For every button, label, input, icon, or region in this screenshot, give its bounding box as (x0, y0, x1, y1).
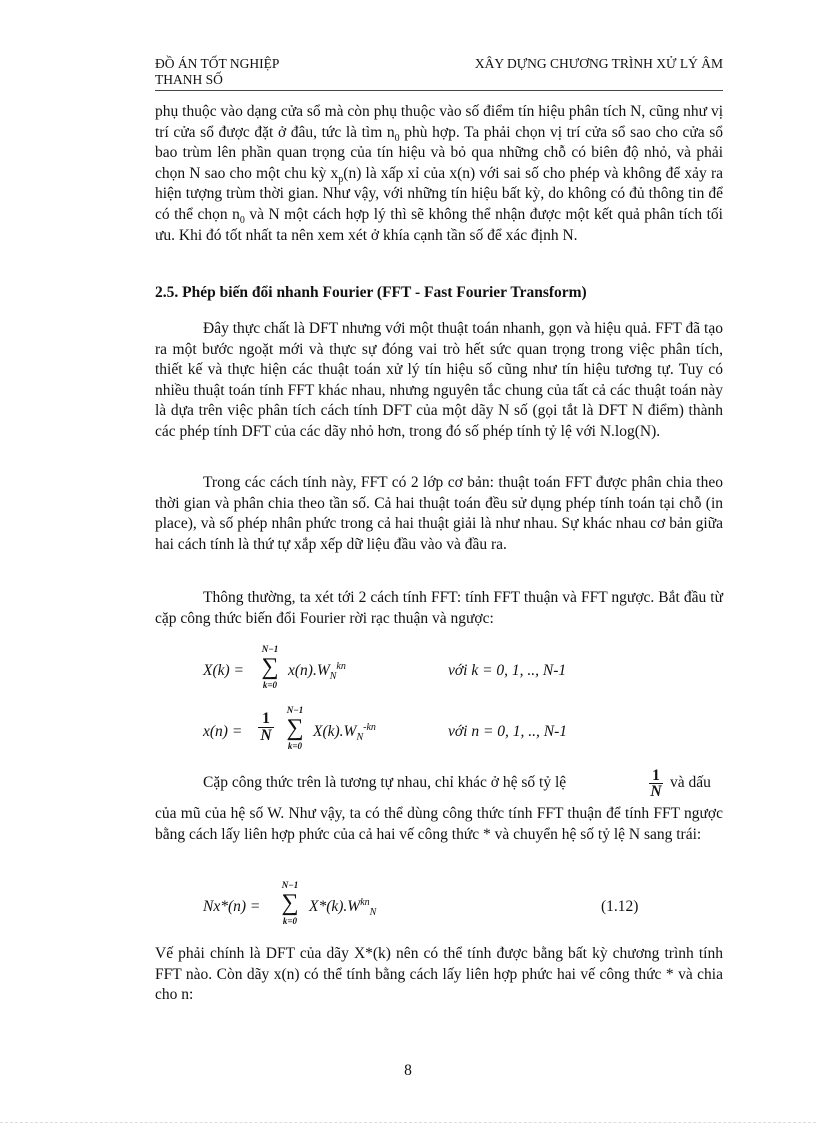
para5-text-b: và dấu (670, 774, 711, 791)
para1-text-d: và N một cách hợp lý thì sẽ không thể nhận được một kết quả phân tích tối ưu. Khi đó tốt nhất ta nên xem xét ở khía cạnh tần số để xác định N. (155, 205, 723, 244)
header-right: XÂY DỰNG CHƯƠNG TRÌNH XỬ LÝ ÂM (474, 56, 723, 71)
paragraph-1 (155, 102, 723, 246)
formula3-body-sub: N (369, 907, 377, 919)
header-left-line1: ĐỒ ÁN TỐT NGHIỆP (155, 56, 280, 71)
formula-dft-forward (203, 644, 623, 700)
para1-sub-b: p (338, 173, 344, 185)
formula2-lhs: x(n) = (203, 723, 243, 740)
para2-text: Đây thực chất là DFT nhưng với một thuật toán nhanh, gọn và hiệu quả. FFT đã tạo ra một bước ngoặt mới và thực sự đóng vai trò hết sức quan trọng trong việc phân tích, thiết kế và thực hiện các thuật toán xử lý tín hiệu số cũng như tín hiệu tương tự. Tuy có nhiều thuật toán tính FFT khác nhau, nhưng nguyên tắc chung của tất cả các thuật toán này là dựa trên việc phân tích cách tính DFT của một dãy N số (gọi tắt là DFT N điểm) thành các phép tính DFT của các dãy nhỏ hơn, trong đó số phép tính tỷ lệ với N.log(N). (155, 320, 723, 440)
summation-icon: N−1 ∑ k=0 (283, 705, 307, 751)
formula2-body-sub: N (356, 732, 364, 744)
formula1-condition: với k = 0, 1, .., N-1 (448, 662, 567, 679)
formula-inverse-via-forward (203, 880, 653, 936)
summation-icon: N−1 ∑ k=0 (258, 644, 282, 690)
formula3-body-text: X*(k).W (309, 898, 361, 915)
header-left-line2: THANH SỐ (155, 72, 223, 87)
formula1-lower-limit: k=0 (262, 680, 278, 690)
formula3-lower-limit: k=0 (282, 916, 298, 926)
para1-text-c: (n) là xấp xỉ của x(n) với sai số cho phép và không để xảy ra hiện tượng trùm thời gian. Như vậy, với những tín hiệu bất kỳ, do không có đủ thông tin để có thể chọn n (155, 164, 723, 223)
para3-text: Trong các cách tính này, FFT có 2 lớp cơ bản: thuật toán FFT được phân chia theo thời gian và phân chia theo tần số. Cả hai thuật toán đều sử dụng phép tính toán tại chỗ (in place), và số phép nhân phức trong cả hai thuật giải là như nhau. Sự khác nhau cơ bản giữa hai cách tính là thứ tự xắp xếp dữ liệu đầu vào và đầu ra. (155, 474, 723, 553)
formula1-body (288, 660, 346, 683)
formula2-body (313, 721, 376, 744)
formula2-body-text: X(k).W (313, 723, 357, 740)
formula2-body-sup: -kn (363, 721, 376, 733)
formula2-fraction-den: N (260, 727, 272, 744)
para1-sub-c: 0 (239, 215, 245, 227)
paragraph-4 (155, 588, 723, 629)
formula2-fraction (258, 711, 274, 744)
formula2-condition: với n = 0, 1, .., N-1 (448, 723, 568, 740)
para5-fraction-den: N (650, 783, 662, 800)
para5-fraction-num: 1 (649, 768, 663, 784)
formula1-body-text: x(n).W (288, 662, 330, 679)
formula-dft-inverse (203, 705, 623, 761)
header-left (155, 56, 279, 88)
paragraph-6 (155, 944, 723, 1006)
para5-text-a: Cặp công thức trên là tương tự nhau, chỉ khác ở hệ số tỷ lệ (203, 774, 567, 791)
formula3-body (309, 896, 377, 919)
paragraph-5-line1 (155, 773, 635, 794)
formula2-upper-limit: N−1 (286, 705, 304, 715)
para1-text-a: phụ thuộc vào dạng cửa sổ mà còn phụ thuộc vào số điểm tín hiệu phân tích N, cũng như vị trí cửa sổ được đặt ở đâu, tức là tìm n (155, 103, 723, 141)
summation-icon: N−1 ∑ k=0 (278, 880, 302, 926)
para5-inline-fraction (649, 768, 663, 799)
page-number: 8 (404, 1062, 412, 1079)
formula2-fraction-num: 1 (258, 711, 274, 728)
formula3-body-sup: kn (360, 896, 370, 908)
paragraph-5-rest (155, 804, 723, 845)
paragraph-3 (155, 473, 723, 555)
formula1-upper-limit: N−1 (261, 644, 279, 654)
paragraph-2 (155, 319, 723, 443)
header-divider (155, 90, 723, 91)
formula1-body-sup: kn (336, 660, 346, 672)
equation-number: (1.12) (601, 898, 639, 915)
formula2-lower-limit: k=0 (287, 741, 303, 751)
formula1-body-sub: N (329, 671, 337, 683)
formula3-upper-limit: N−1 (281, 880, 299, 890)
section-heading: 2.5. Phép biến đổi nhanh Fourier (FFT - Fast Fourier Transform) (155, 284, 587, 301)
para6-text: Vế phải chính là DFT của dãy X*(k) nên có thể tính được bằng bất kỳ chương trình tính FFT nào. Còn dãy x(n) có thể tính bằng cách lấy liên hợp phức hai vế công thức * và chia cho n: (155, 945, 723, 1004)
para1-text-b: phù hợp. Ta phải chọn vị trí cửa sổ sao cho cửa sổ bao trùm lên phần quan trọng của tín hiệu và bỏ qua những chỗ có biên độ nhỏ, và phải chọn N sao cho một chu kỳ x (155, 123, 723, 182)
para4-text: Thông thường, ta xét tới 2 cách tính FFT: tính FFT thuận và FFT ngược. Bắt đầu từ cặp công thức biến đổi Fourier rời rạc thuận và ngược: (155, 589, 723, 627)
para1-sub-a: 0 (394, 132, 400, 144)
para5-text-c: của mũ của hệ số W. Như vậy, ta có thể dùng công thức tính FFT thuận để tính FFT ngược bằng cách lấy liên hợp phức của cả hai vế công thức * và chuyển hệ số tỷ lệ N sang trái: (155, 805, 723, 843)
formula1-lhs: X(k) = (203, 662, 245, 679)
formula3-lhs: Nx*(n) = (203, 898, 261, 915)
